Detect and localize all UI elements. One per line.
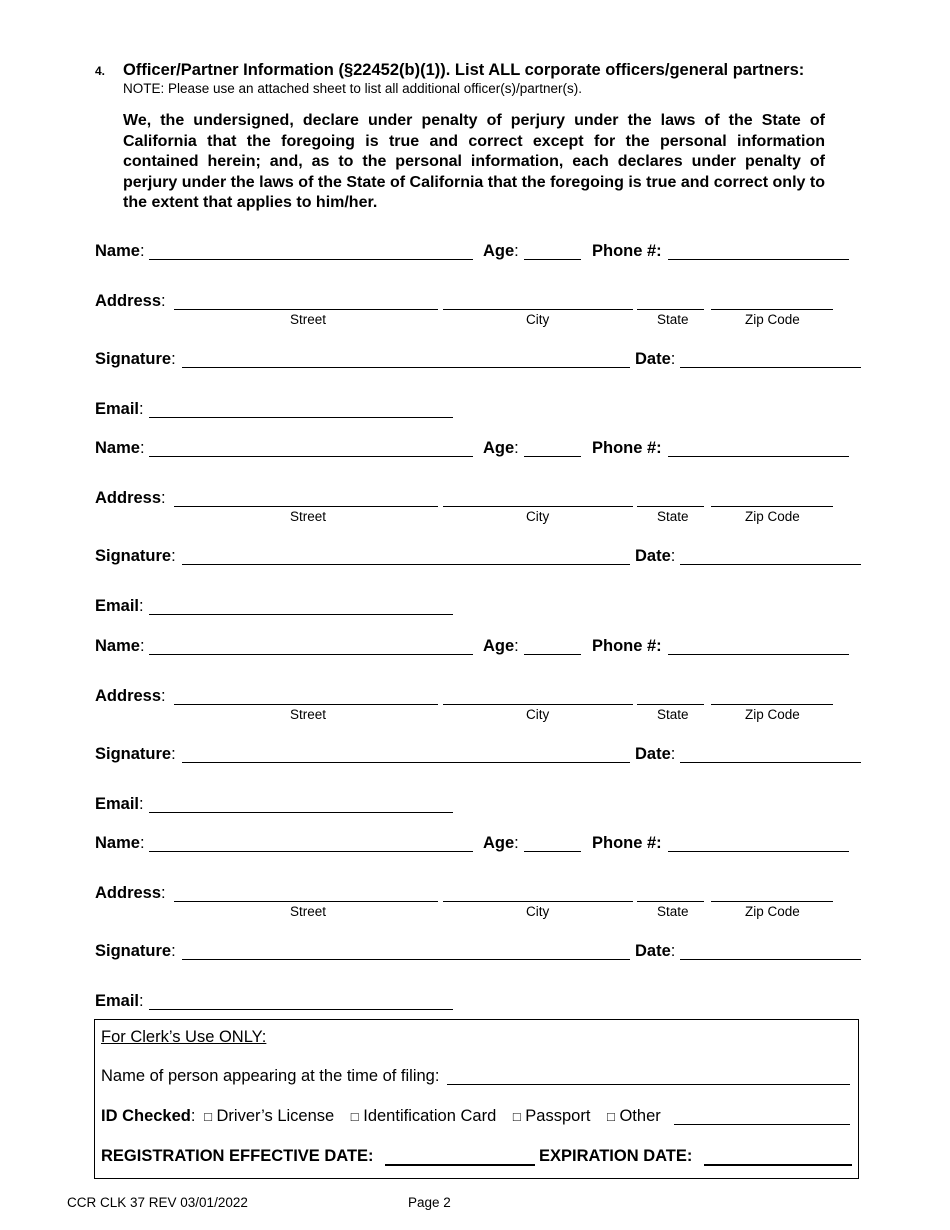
state-field[interactable] [637, 506, 704, 507]
age-label-group [483, 439, 519, 458]
option-identification-card: Identification Card [363, 1107, 497, 1125]
address-label-group [95, 292, 166, 311]
signature-label: Signature [95, 942, 172, 960]
street-caption: Street [290, 707, 327, 722]
person-appearing-label: Name of person appearing at the time of filing: [101, 1067, 440, 1085]
phone-label: Phone #: [592, 242, 662, 260]
date-field[interactable] [680, 367, 861, 368]
email-label-group [95, 597, 144, 616]
colon: : [161, 687, 166, 705]
age-label-group [483, 834, 519, 853]
phone-label: Phone #: [592, 439, 662, 457]
address-label-group [95, 489, 166, 508]
email-label-group [95, 400, 144, 419]
colon: : [139, 834, 145, 852]
address-label-group [95, 687, 166, 706]
section-note: NOTE: Please use an attached sheet to list all additional officer(s)/partner(s). [123, 81, 582, 96]
name-label: Name [95, 242, 140, 260]
colon: : [670, 745, 676, 763]
clerk-heading: For Clerk’s Use ONLY: [101, 1028, 267, 1046]
name-label-group [95, 834, 145, 853]
signature-field[interactable] [182, 564, 630, 565]
city-caption: City [526, 707, 550, 722]
address-label: Address [95, 687, 162, 705]
colon: : [670, 942, 676, 960]
age-label: Age [483, 637, 515, 655]
email-field[interactable] [149, 1009, 453, 1010]
colon: : [161, 489, 166, 507]
email-field[interactable] [149, 614, 453, 615]
signature-label-group [95, 547, 176, 566]
phone-label: Phone #: [592, 834, 662, 852]
date-label-group [635, 547, 675, 566]
option-other: Other [619, 1107, 661, 1125]
checkbox-other[interactable]: □ [607, 1109, 615, 1124]
colon: : [670, 547, 676, 565]
checkbox-passport[interactable]: □ [512, 1109, 521, 1124]
street-field[interactable] [174, 309, 438, 310]
id-checked-row [101, 1107, 661, 1126]
phone-field[interactable] [668, 456, 849, 457]
expiration-label: EXPIRATION DATE: [539, 1147, 693, 1165]
city-field[interactable] [443, 901, 633, 902]
phone-field[interactable] [668, 259, 849, 260]
age-label: Age [483, 242, 515, 260]
clerk-use-box [94, 1019, 859, 1179]
reg-effective-label: REGISTRATION EFFECTIVE DATE: [101, 1147, 374, 1165]
colon: : [171, 350, 176, 368]
zip-field[interactable] [711, 506, 833, 507]
zip-caption: Zip Code [745, 707, 800, 722]
colon: : [139, 795, 144, 813]
age-field[interactable] [524, 456, 581, 457]
city-field[interactable] [443, 309, 633, 310]
checkbox-drivers-license[interactable]: □ [204, 1109, 212, 1124]
city-caption: City [526, 509, 550, 524]
state-field[interactable] [637, 309, 704, 310]
signature-field[interactable] [182, 367, 630, 368]
colon: : [514, 242, 519, 260]
address-label: Address [95, 884, 162, 902]
colon: : [161, 884, 166, 902]
date-label-group [635, 942, 675, 961]
phone-field[interactable] [668, 654, 849, 655]
name-label: Name [95, 834, 140, 852]
email-field[interactable] [149, 417, 453, 418]
colon: : [514, 834, 519, 852]
expiration-date-field[interactable] [704, 1164, 852, 1166]
colon: : [139, 400, 144, 418]
email-label: Email [95, 597, 140, 615]
address-label: Address [95, 292, 162, 310]
section-number: 4. [95, 64, 106, 78]
zip-caption: Zip Code [745, 904, 800, 919]
section-title: Officer/Partner Information (§22452(b)(1)). List ALL corporate officers/general partners: [123, 61, 805, 79]
state-field[interactable] [637, 704, 704, 705]
date-field[interactable] [680, 959, 861, 960]
name-field[interactable] [149, 654, 473, 655]
page-number: Page 2 [408, 1195, 451, 1210]
name-label-group [95, 439, 145, 458]
colon: : [514, 439, 519, 457]
phone-field[interactable] [668, 851, 849, 852]
reg-effective-date-field[interactable] [385, 1164, 535, 1166]
date-label: Date [635, 745, 671, 763]
colon: : [161, 292, 166, 310]
city-field[interactable] [443, 704, 633, 705]
id-checked-label: ID Checked [101, 1107, 191, 1125]
form-id: CCR CLK 37 REV 03/01/2022 [67, 1195, 248, 1210]
colon: : [139, 992, 144, 1010]
street-field[interactable] [174, 506, 438, 507]
email-label: Email [95, 992, 140, 1010]
colon: : [139, 637, 145, 655]
name-field[interactable] [149, 259, 473, 260]
other-id-field[interactable] [674, 1124, 850, 1125]
colon: : [171, 942, 176, 960]
signature-label-group [95, 350, 176, 369]
colon: : [190, 1107, 196, 1125]
age-label: Age [483, 439, 515, 457]
colon: : [139, 439, 145, 457]
signature-label: Signature [95, 745, 172, 763]
email-label: Email [95, 400, 140, 418]
age-field[interactable] [524, 851, 581, 852]
age-label-group [483, 637, 519, 656]
date-label-group [635, 350, 675, 369]
declaration-text: We, the undersigned, declare under penalty of perjury under the laws of the State of California that the foregoing is true and correct except for the personal information contained herein; and, as to the personal information, each declares under penalty of perjury under the laws of the State of California that the foregoing is true and correct only to the extent that applies to him/her. [123, 112, 825, 211]
address-label: Address [95, 489, 162, 507]
zip-caption: Zip Code [745, 509, 800, 524]
checkbox-identification-card[interactable]: □ [350, 1109, 359, 1124]
age-field[interactable] [524, 654, 581, 655]
phone-label: Phone #: [592, 637, 662, 655]
street-caption: Street [290, 904, 327, 919]
signature-label: Signature [95, 547, 172, 565]
signature-label-group [95, 745, 176, 764]
city-caption: City [526, 904, 550, 919]
state-caption: State [657, 707, 689, 722]
date-label: Date [635, 547, 671, 565]
city-caption: City [526, 312, 550, 327]
name-field[interactable] [149, 851, 473, 852]
state-caption: State [657, 904, 689, 919]
zip-field[interactable] [711, 704, 833, 705]
colon: : [171, 745, 176, 763]
signature-label-group [95, 942, 176, 961]
date-label: Date [635, 350, 671, 368]
name-label: Name [95, 439, 140, 457]
person-appearing-field[interactable] [447, 1084, 850, 1085]
city-field[interactable] [443, 506, 633, 507]
date-label-group [635, 745, 675, 764]
address-label-group [95, 884, 166, 903]
option-passport: Passport [525, 1107, 591, 1125]
colon: : [139, 242, 145, 260]
name-label: Name [95, 637, 140, 655]
street-caption: Street [290, 312, 327, 327]
street-caption: Street [290, 509, 327, 524]
zip-caption: Zip Code [745, 312, 800, 327]
name-label-group [95, 242, 145, 261]
date-label: Date [635, 942, 671, 960]
date-field[interactable] [680, 564, 861, 565]
state-caption: State [657, 509, 689, 524]
email-label-group [95, 795, 144, 814]
signature-field[interactable] [182, 959, 630, 960]
age-label: Age [483, 834, 515, 852]
street-field[interactable] [174, 901, 438, 902]
state-field[interactable] [637, 901, 704, 902]
colon: : [670, 350, 676, 368]
street-field[interactable] [174, 704, 438, 705]
signature-label: Signature [95, 350, 172, 368]
age-field[interactable] [524, 259, 581, 260]
name-label-group [95, 637, 145, 656]
colon: : [139, 597, 144, 615]
zip-field[interactable] [711, 309, 833, 310]
name-field[interactable] [149, 456, 473, 457]
age-label-group [483, 242, 519, 261]
colon: : [514, 637, 519, 655]
colon: : [171, 547, 176, 565]
option-drivers-license: Driver’s License [216, 1107, 335, 1125]
zip-field[interactable] [711, 901, 833, 902]
email-label-group [95, 992, 144, 1011]
state-caption: State [657, 312, 689, 327]
email-field[interactable] [149, 812, 453, 813]
email-label: Email [95, 795, 140, 813]
signature-field[interactable] [182, 762, 630, 763]
date-field[interactable] [680, 762, 861, 763]
